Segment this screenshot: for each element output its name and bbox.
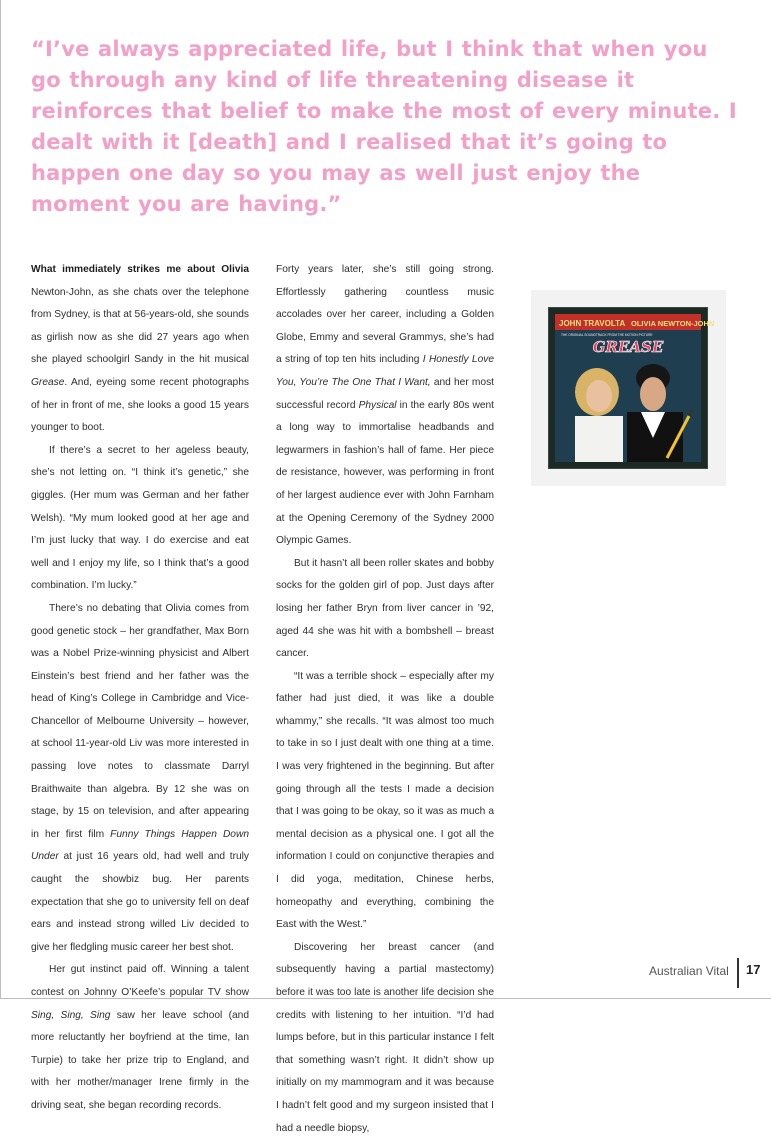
paragraph: Forty years later, she’s still going strong. Effortlessly gathering countless music accolades over her career, including a Golden Globe, Emmy and several Grammys, she’s had a string of top ten hits including I Honestly Love You, You’re The One That I Want, and her most successful record Physical in the early 80s went a long way to immortalise headbands and legwarmers in fashion’s hall of fame. Her piece de resistance, however, was performing in front of her largest audience ever with John Farnham at the Opening Ceremony of the Sydney 2000 Olympic Games. [276,264,495,547]
film-title: Funny Things Happen Down Under [31,828,249,863]
show-title: Sing, Sing, Sing [31,1009,111,1021]
lead-in-text: What immediately strikes me about Olivia [31,264,249,275]
song-title: Physical [358,399,397,411]
footer-divider [737,958,739,988]
album-cover-image [549,308,715,468]
grease-album-art [549,308,715,468]
paragraph: Discovering her breast cancer (and subsequently having a partial mastectomy) before it was too late is another life decision she credits with listening to her intuition. “I’d had lumps before, but in this particular instance I felt that something wasn’t right. It didn’t show up initially on my mammogram and it was because I hadn’t felt good and my surgeon insisted that I had a needle biopsy, [276,941,494,1134]
paragraph: If there’s a secret to her ageless beauty, she’s not letting on. “I think it’s genetic,” she giggles. (Her mum was German and her father Welsh). “My mum looked good at her age and I’m just lucky that way. I do exercise and eat well and I enjoy my life, so I think that’s a good combination. I’m lucky.” [31,444,249,592]
paragraph: “It was a terrible shock – especially after my father had just died, it was like a double whammy,” she recalls. “It was almost too much to take in so I just dealt with one thing at a time. I was very frightened in the beginning. But after going through all the tests I made a decision that I was going to be okay, so it was as much a mental decision as a physical one. I got all the information I could on conjunctive therapies and I did yoga, meditation, Chinese herbs, homeopathy and everything, combining the East with the West.” [276,670,494,931]
pull-quote: “I’ve always appreciated life, but I think that when you go through any kind of life threatening disease it reinforces that belief to make the most of every minute. I dealt with it [death] and I realised that it’s going to happen one day so you may as well just enjoy the moment you are having.” [31,37,737,216]
page-number: 17 [746,962,761,977]
paragraph: Her gut instinct paid off. Winning a talent contest on Johnny O’Keefe’s popular TV show Sing, Sing, Sing saw her leave school (and more reluctantly her boyfriend at the time, Ian Turpie) to take her prize trip to England, and with her mother/manager Irene firmly in the driving seat, she began recording records. [31,964,250,1111]
film-title: Grease [31,376,65,388]
album-artist-left: JOHN TRAVOLTA [559,319,626,328]
paragraph: There’s no debating that Olivia comes from good genetic stock – her grandfather, Max Born was a Nobel Prize-winning physicist and Albert Einstein’s best friend and her father was the head of King’s College in Cambridge and Vice-Chancellor of Melbourne University – however, at school 11-year-old Liv was more interested in passing love notes to classmate Darryl Braithwaite than algebra. By 12 she was on stage, by 15 on television, and after appearing in her first film Funny Things Happen Down Under at just 16 years old, had well and truly caught the showbiz bug. Her parents expectation that she go to university fell on deaf ears and instead strong willed Liv decided to give her fledgling music career her best shot. [31,602,249,953]
album-title: GREASE [592,338,664,356]
song-titles: I Honestly Love You, You’re The One That I Want, [276,354,494,388]
album-subtitle: THE ORIGINAL SOUNDTRACK FROM THE MOTION PICTURE [561,333,653,337]
paragraph: But it hasn’t all been roller skates and bobby socks for the golden girl of pop. Just days after losing her father Bryn from liver cancer in ’92, aged 44 she was hit with a bombshell – breast cancer. [276,557,494,660]
article-column-right [276,259,494,1140]
album-artist-right: OLIVIA NEWTON-JOHN [631,319,715,328]
publication-name: Australian Vital [649,964,729,978]
paragraph: What immediately strikes me about Olivia Newton-John, as she chats over the telephone from Sydney, is that at 56-years-old, she sounds as girlish now as she did 27 years ago when she played schoolgirl Sandy in the hit musical Grease. And, eyeing some recent photographs of her in front of me, she looks a good 15 years younger to boot. [31,264,249,434]
article-column-left [31,259,249,1118]
